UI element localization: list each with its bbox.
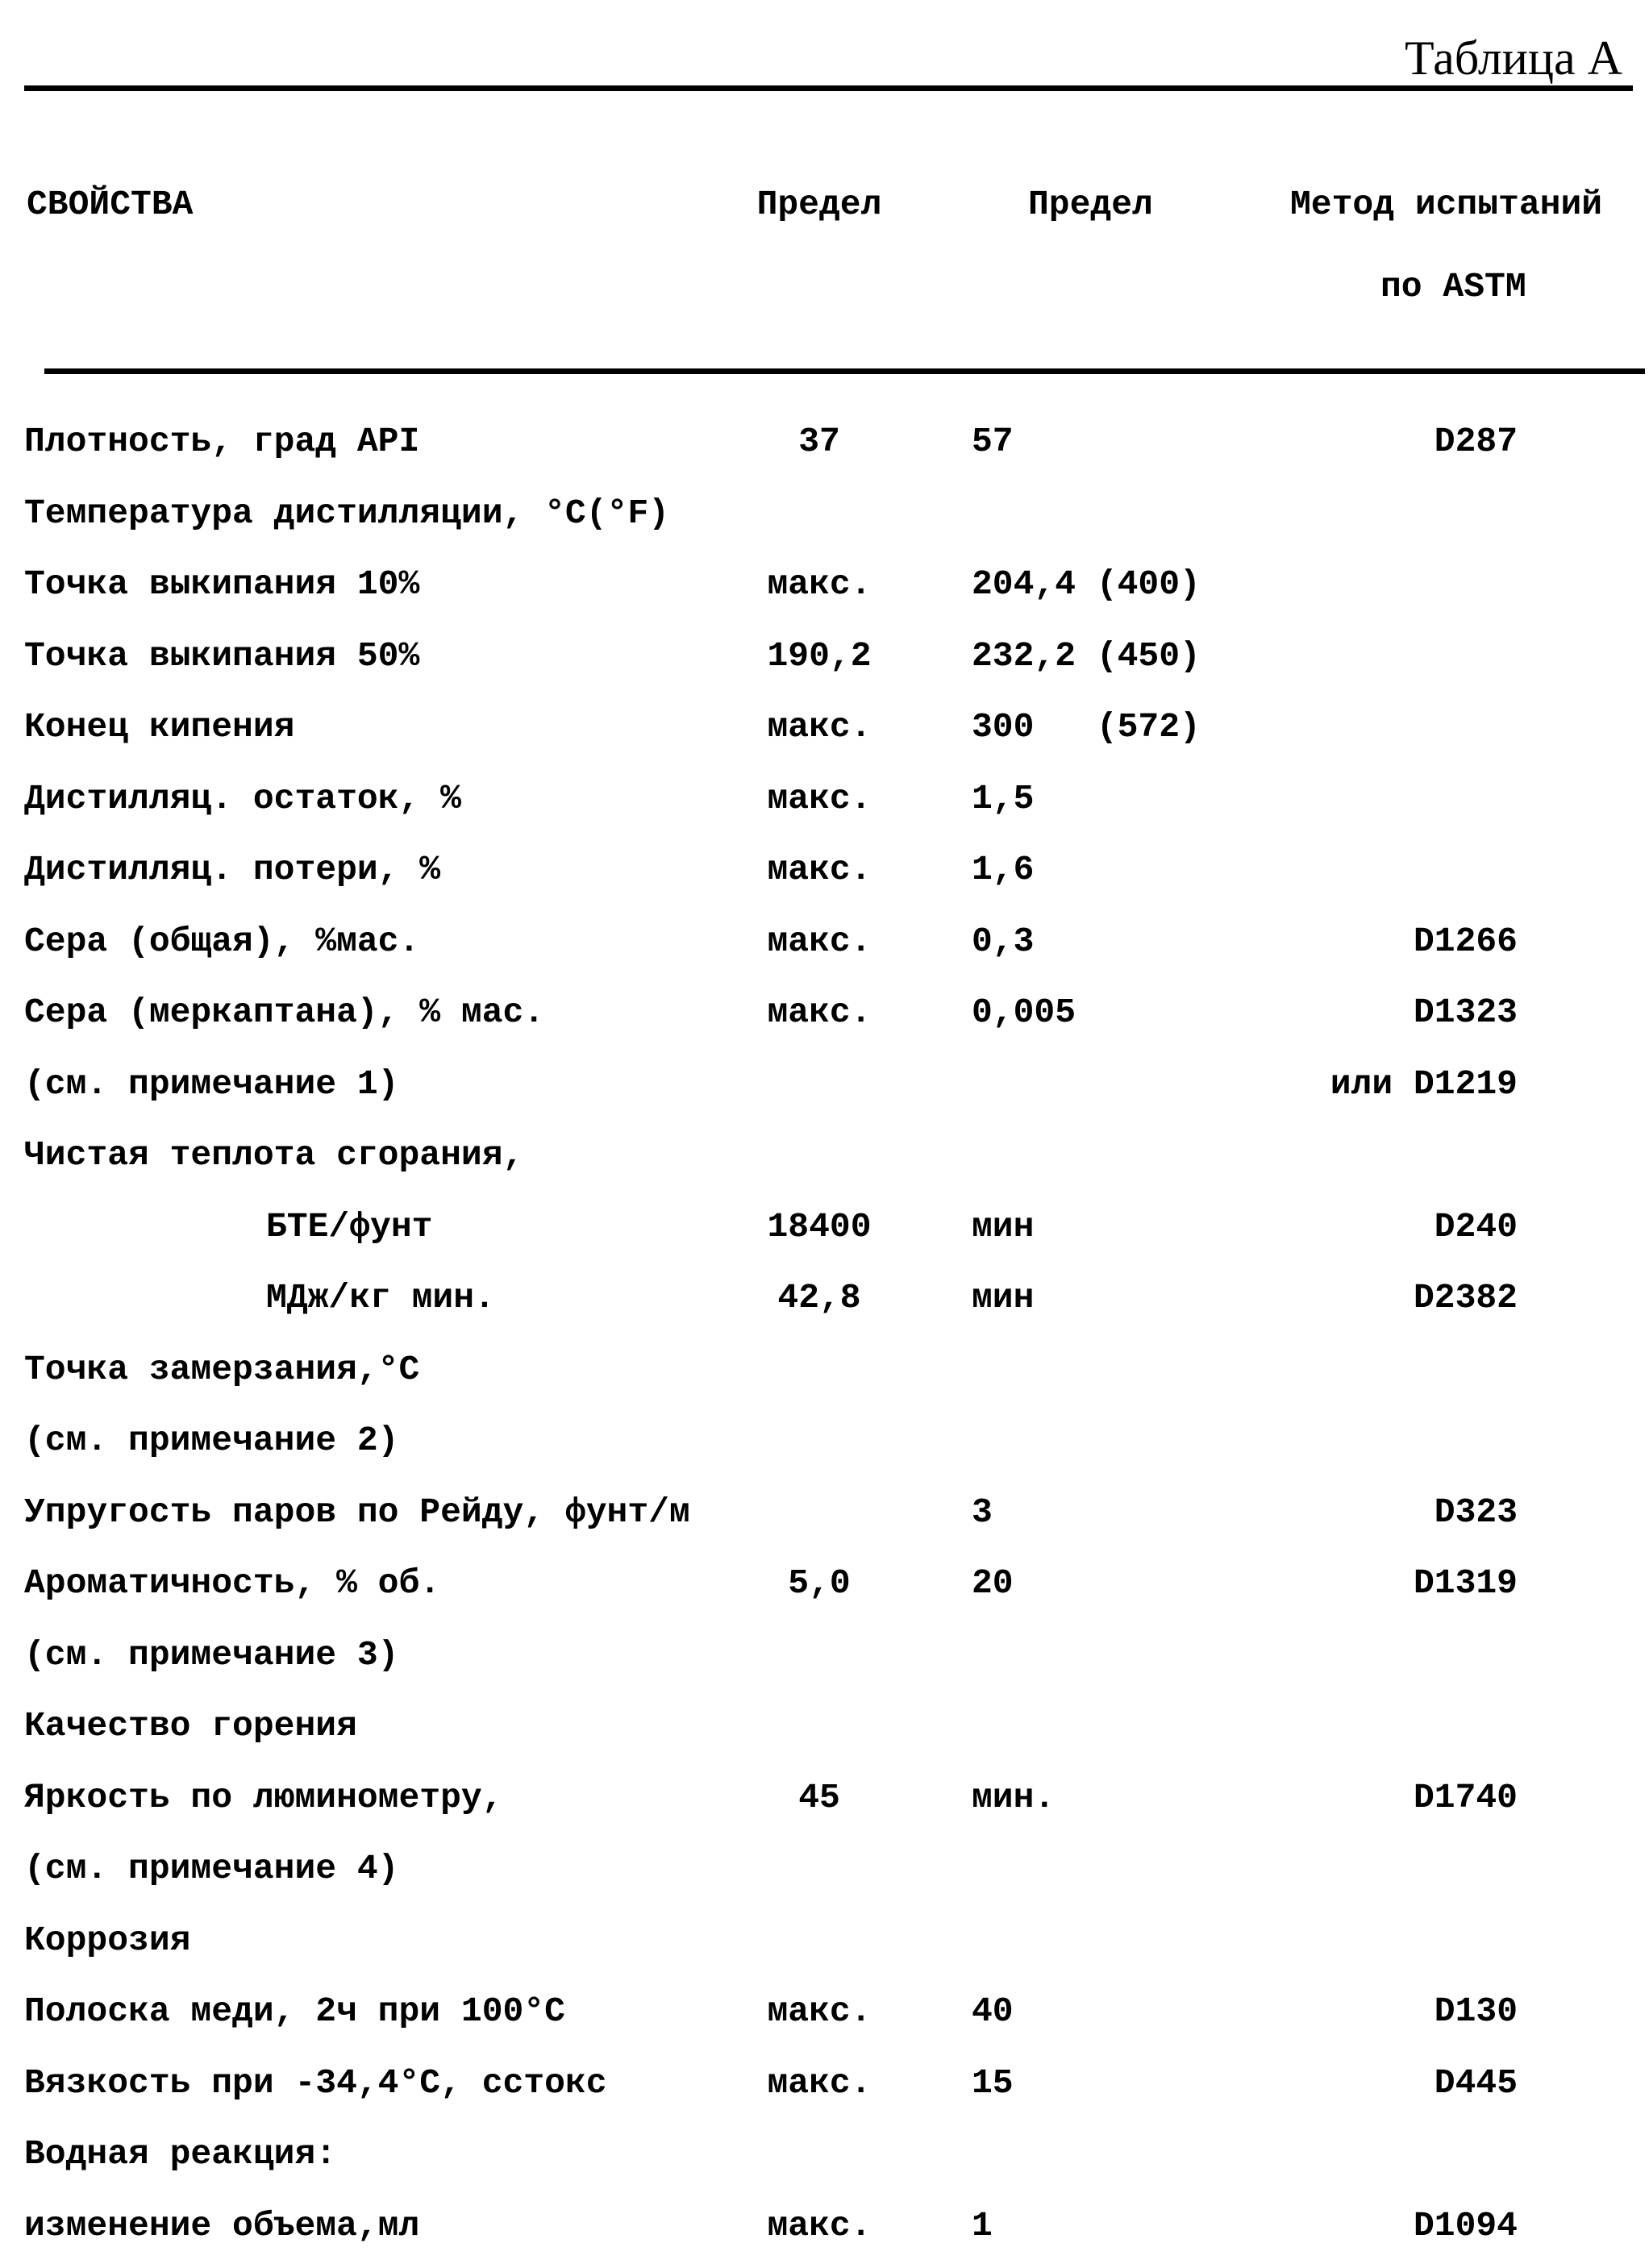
property-cell: Коррозия [24, 1921, 191, 1960]
limit1-cell: 18400 [767, 1207, 872, 1246]
table-row [0, 849, 1649, 894]
property-cell: Точка выкипания 50% [24, 636, 420, 676]
table-row [0, 1277, 1649, 1322]
header-astm-method-2: по ASTM [1380, 267, 1526, 306]
property-cell: Яркость по люминометру, [24, 1778, 503, 1817]
limit2-cell: 0,3 [972, 922, 1035, 961]
top-rule [24, 85, 1633, 91]
limit1-cell: 45 [798, 1778, 840, 1817]
limit1-cell: макс. [767, 2206, 872, 2245]
method-cell: D240 [1434, 1207, 1518, 1246]
limit2-cell: 204,4 (400) [972, 564, 1201, 604]
limit1-cell: макс. [767, 564, 872, 604]
limit2-cell: 20 [972, 1563, 1014, 1603]
table-row [0, 2133, 1649, 2179]
limit1-cell: макс. [767, 707, 872, 747]
property-cell: Упругость паров по Рейду, фунт/м [24, 1492, 690, 1532]
property-cell: Плотность, град API [24, 422, 420, 461]
table-row [0, 2062, 1649, 2108]
method-cell: или D1219 [1330, 1064, 1518, 1104]
property-cell: МДж/кг мин. [266, 1278, 495, 1317]
property-cell: Точка выкипания 10% [24, 564, 420, 604]
limit2-cell: 232,2 (450) [972, 636, 1201, 676]
method-cell: D1266 [1413, 922, 1518, 961]
limit1-cell: макс. [767, 922, 872, 961]
header-rule [44, 368, 1645, 374]
limit2-cell: 1,5 [972, 779, 1035, 818]
limit1-cell: 42,8 [777, 1278, 861, 1317]
property-cell: изменение объема,мл [24, 2206, 420, 2245]
header-limit-2: Предел [1028, 185, 1153, 224]
table-row [0, 921, 1649, 966]
limit2-cell: мин [972, 1278, 1035, 1317]
property-cell: (см. примечание 4) [24, 1849, 399, 1888]
limit2-cell: 57 [972, 422, 1014, 461]
limit2-cell: 1,6 [972, 850, 1035, 889]
limit1-cell: макс. [767, 1991, 872, 2031]
property-cell: Полоска меди, 2ч при 100°C [24, 1991, 565, 2031]
property-cell: Вязкость при -34,4°C, сстокс [24, 2063, 607, 2103]
property-cell: (см. примечание 2) [24, 1421, 399, 1460]
table-row [0, 1777, 1649, 1822]
table-row [0, 1420, 1649, 1465]
property-cell: Чистая теплота сгорания, [24, 1135, 524, 1175]
property-cell: Дистилляц. потери, % [24, 850, 441, 889]
property-cell: Ароматичность, % об. [24, 1563, 441, 1603]
table-row [0, 1134, 1649, 1180]
table-title: Таблица А [1405, 31, 1622, 85]
table-row [0, 1206, 1649, 1251]
table-row [0, 1349, 1649, 1394]
property-cell: (см. примечание 1) [24, 1064, 399, 1104]
limit1-cell: макс. [767, 850, 872, 889]
property-cell: Сера (общая), %мас. [24, 922, 420, 961]
table-row [0, 1920, 1649, 1965]
table-row [0, 564, 1649, 609]
table-row [0, 992, 1649, 1037]
limit2-cell: 1 [972, 2206, 993, 2245]
property-cell: Водная реакция: [24, 2134, 337, 2174]
property-cell: (см. примечание 3) [24, 1635, 399, 1675]
property-cell: Точка замерзания,°C [24, 1350, 420, 1389]
header-properties: СВОЙСТВА [27, 185, 194, 224]
table-row [0, 1563, 1649, 1608]
method-cell: D1319 [1413, 1563, 1518, 1603]
limit2-cell: мин. [972, 1778, 1056, 1817]
property-cell: Конец кипения [24, 707, 295, 747]
method-cell: D2382 [1413, 1278, 1518, 1317]
table-row [0, 1492, 1649, 1537]
table-row [0, 635, 1649, 680]
property-cell: Качество горения [24, 1706, 357, 1746]
method-cell: D1323 [1413, 993, 1518, 1032]
property-cell: Температура дистилляции, °C(°F) [24, 493, 669, 533]
method-cell: D323 [1434, 1492, 1518, 1532]
table-row [0, 493, 1649, 538]
limit1-cell: макс. [767, 993, 872, 1032]
limit2-cell: 3 [972, 1492, 993, 1532]
limit1-cell: 5,0 [788, 1563, 851, 1603]
method-cell: D287 [1434, 422, 1518, 461]
table-row [0, 1848, 1649, 1893]
table-row [0, 421, 1649, 466]
limit2-cell: мин [972, 1207, 1035, 1246]
property-cell: Сера (меркаптана), % мас. [24, 993, 545, 1032]
table-row [0, 1634, 1649, 1679]
limit1-cell: макс. [767, 779, 872, 818]
limit2-cell: 300 (572) [972, 707, 1201, 747]
method-cell: D445 [1434, 2063, 1518, 2103]
limit2-cell: 0,005 [972, 993, 1076, 1032]
limit1-cell: макс. [767, 2063, 872, 2103]
limit2-cell: 15 [972, 2063, 1014, 2103]
limit1-cell: 37 [798, 422, 840, 461]
property-cell: Дистилляц. остаток, % [24, 779, 461, 818]
header-astm-method: Метод испытаний [1290, 185, 1603, 224]
method-cell: D1094 [1413, 2206, 1518, 2245]
limit1-cell: 190,2 [767, 636, 872, 676]
table-row [0, 1991, 1649, 2036]
method-cell: D130 [1434, 1991, 1518, 2031]
table-row [0, 1063, 1649, 1109]
method-cell: D1740 [1413, 1778, 1518, 1817]
table-row [0, 2205, 1649, 2250]
table-row [0, 1705, 1649, 1750]
header-limit-1: Предел [756, 185, 882, 224]
table-row [0, 778, 1649, 823]
property-cell: БТЕ/фунт [266, 1207, 433, 1246]
table-row [0, 706, 1649, 751]
limit2-cell: 40 [972, 1991, 1014, 2031]
